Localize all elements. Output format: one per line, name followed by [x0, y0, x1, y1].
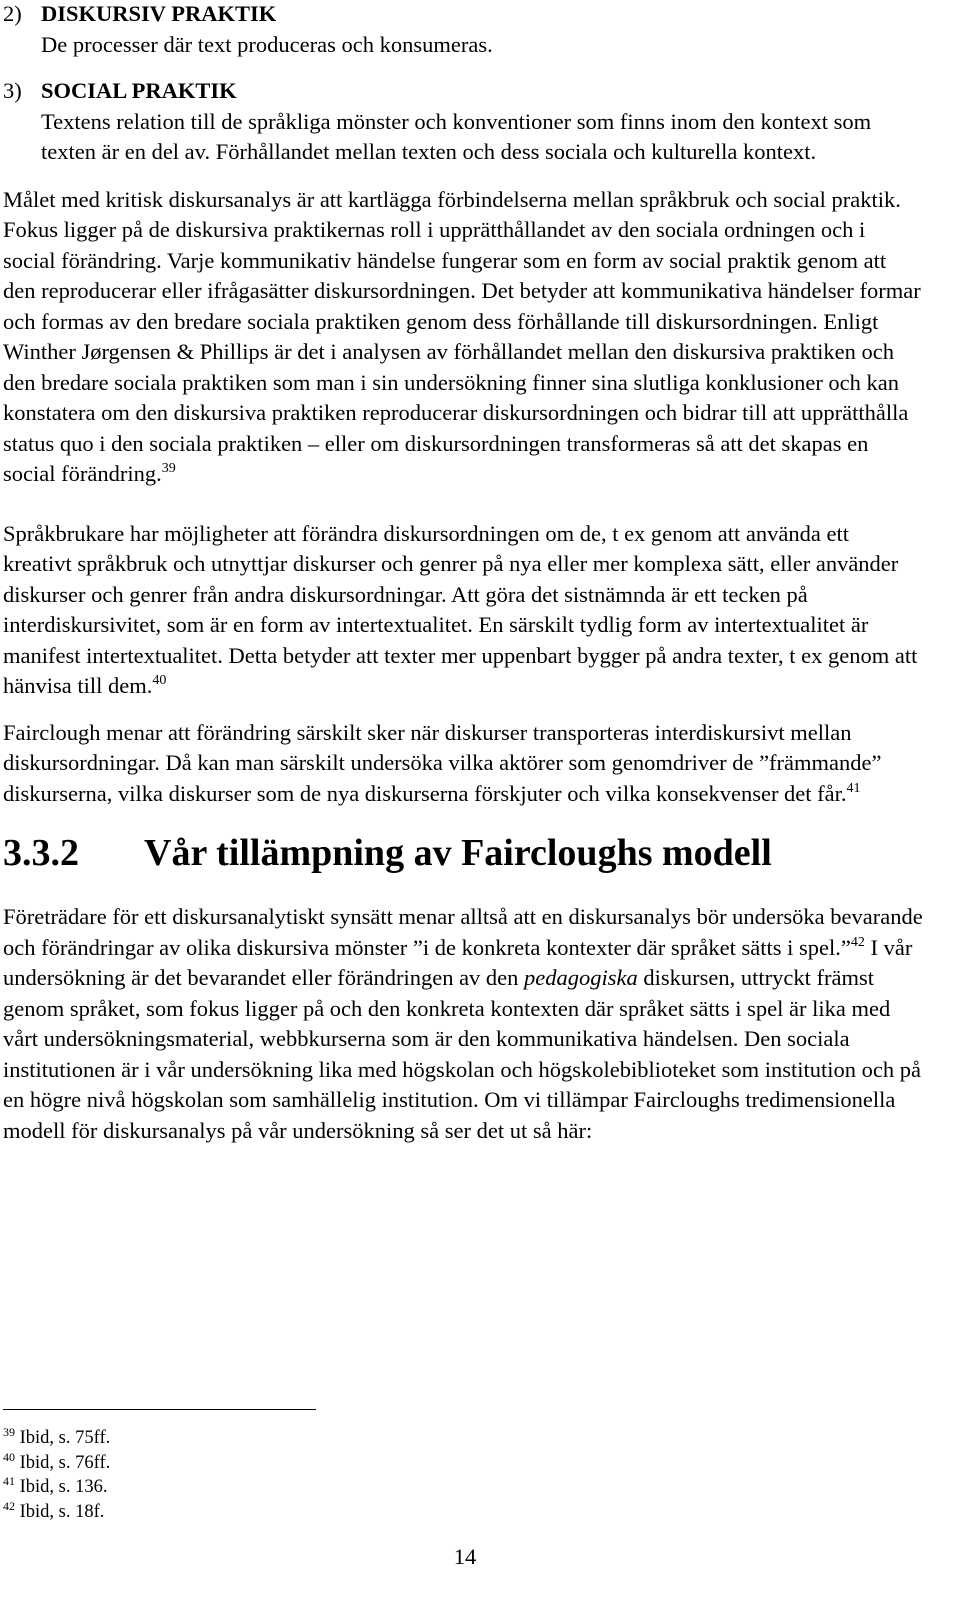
paragraph — [3, 185, 923, 490]
footnote-number: 39 — [3, 1425, 15, 1439]
footnote — [3, 1475, 110, 1500]
list-item-body: Textens relation till de språkliga mönster och konventioner som finns inom den kontext som texten är en del av. Förhållandet mellan texten och dess sociala och kulturella kontext. — [41, 108, 872, 164]
footnote-number: 42 — [3, 1498, 15, 1513]
list-item — [3, 0, 923, 60]
footnote-ref: 41 — [846, 780, 861, 796]
footnote-text: Ibid, s. 75ff. — [19, 1428, 111, 1448]
footnote — [3, 1500, 110, 1525]
paragraph — [3, 718, 923, 810]
paragraph — [3, 902, 923, 1146]
paragraph-text: I vår undersökning är det bevarandet eller förändringen av den — [3, 934, 913, 990]
footnote-ref: 39 — [161, 461, 176, 476]
footnote-text: Ibid, s. 136. — [19, 1477, 108, 1497]
footnotes — [3, 1426, 110, 1524]
paragraph-text: Språkbrukare har möjligheter att förändra diskursordningen om de, t ex genom att använda ett kreativt språkbruk och utnyttjar diskurser och genrer på nya eller mer komplexa sätt, eller använder diskurser och genrer från andra diskursordningar. Att göra det sistnämnda är ett tecken på interdiskursivitet, som är en form av intertextualitet. En särskilt tydlig form av intertextualitet är manifest intertextualitet. Detta betyder att texter mer uppenbart bygger på andra texter, t ex genom att hänvisa till dem. — [3, 520, 918, 698]
paragraph-text: Målet med kritisk diskursanalys är att kartlägga förbindelserna mellan språkbruk och social praktik. Fokus ligger på de diskursiva praktikernas roll i upprätthållandet av den sociala ordningen och i social förändring. Varje kommunikativ händelse fungerar som en form av social praktik genom att den reproducerar eller ifrågasätter diskursordningen. Det betyder att kommunikativa händelser formar och formas av den bredare sociala praktiken genom dess förhållande till diskursordningen. Enligt Winther Jørgensen & Phillips är det i analysen av förhållandet mellan den diskursiva praktiken och den bredare sociala praktiken som man i sin undersökning finner sina slutliga konklusioner och kan konstatera om den diskursiva praktiken reproducerar diskursordningen och bidrar till att upprätthålla status quo i den sociala praktiken – eller om diskursordningen transformeras så att det skapas en social förändring. — [3, 186, 921, 486]
footnote-text: Ibid, s. 76ff. — [19, 1452, 111, 1473]
footnote-divider — [3, 1409, 316, 1410]
footnote — [3, 1426, 110, 1451]
page-number: 14 — [453, 1544, 477, 1569]
document-page — [3, 0, 923, 1146]
footnote-number: 40 — [3, 1449, 15, 1464]
section-heading — [3, 831, 923, 875]
paragraph — [3, 519, 923, 702]
footnote-text: Ibid, s. 18f. — [19, 1501, 105, 1522]
footnote-number: 41 — [3, 1474, 15, 1488]
paragraph-text: Företrädare för ett diskursanalytiskt synsätt menar alltså att en diskursanalys bör undersöka bevarande och förändringar av olika diskursiva mönster ”i de konkreta kontexter där språket sätts i spel.” — [3, 904, 923, 960]
footnote-ref: 40 — [152, 673, 167, 688]
list-item-title: DISKURSIV PRAKTIK — [41, 1, 277, 26]
list-item-title: SOCIAL PRAKTIK — [41, 78, 237, 103]
paragraph-text: diskursen, uttryckt främst genom språket, som fokus ligger på och den konkreta kontexten där språket sätts i spel är lika med vårt undersökningsmaterial, webbkurserna som är den kommunikativa händelsen. Den sociala institutionen är i vår undersökning lika med högskolan och högskolebiblioteket som institution och på en högre nivå högskolan som samhällelig institution. Om vi tillämpar Faircloughs tredimensionella modell för diskursanalys på vår undersökning så ser det ut så här: — [3, 965, 921, 1143]
footnote — [3, 1451, 110, 1476]
paragraph-text: Fairclough menar att förändring särskilt sker när diskurser transporteras interdiskursivt mellan diskursordningar. Då kan man särskilt undersöka vilka aktörer som genomdriver de ”främmande” diskurserna, vilka diskurser som de nya diskurserna förskjuter och vilka konsekvenser det får. — [3, 719, 882, 806]
list-item-body: De processer där text produceras och konsumeras. — [41, 31, 493, 57]
section-title: Vår tillämpning av Faircloughs modell — [144, 832, 772, 874]
list-item — [3, 76, 923, 168]
list-item-number: 3) — [3, 78, 22, 103]
emphasis: pedagogiska — [524, 965, 638, 990]
footnote-ref: 42 — [850, 934, 865, 950]
section-number: 3.3.2 — [3, 832, 79, 874]
list-item-number: 2) — [3, 1, 22, 26]
